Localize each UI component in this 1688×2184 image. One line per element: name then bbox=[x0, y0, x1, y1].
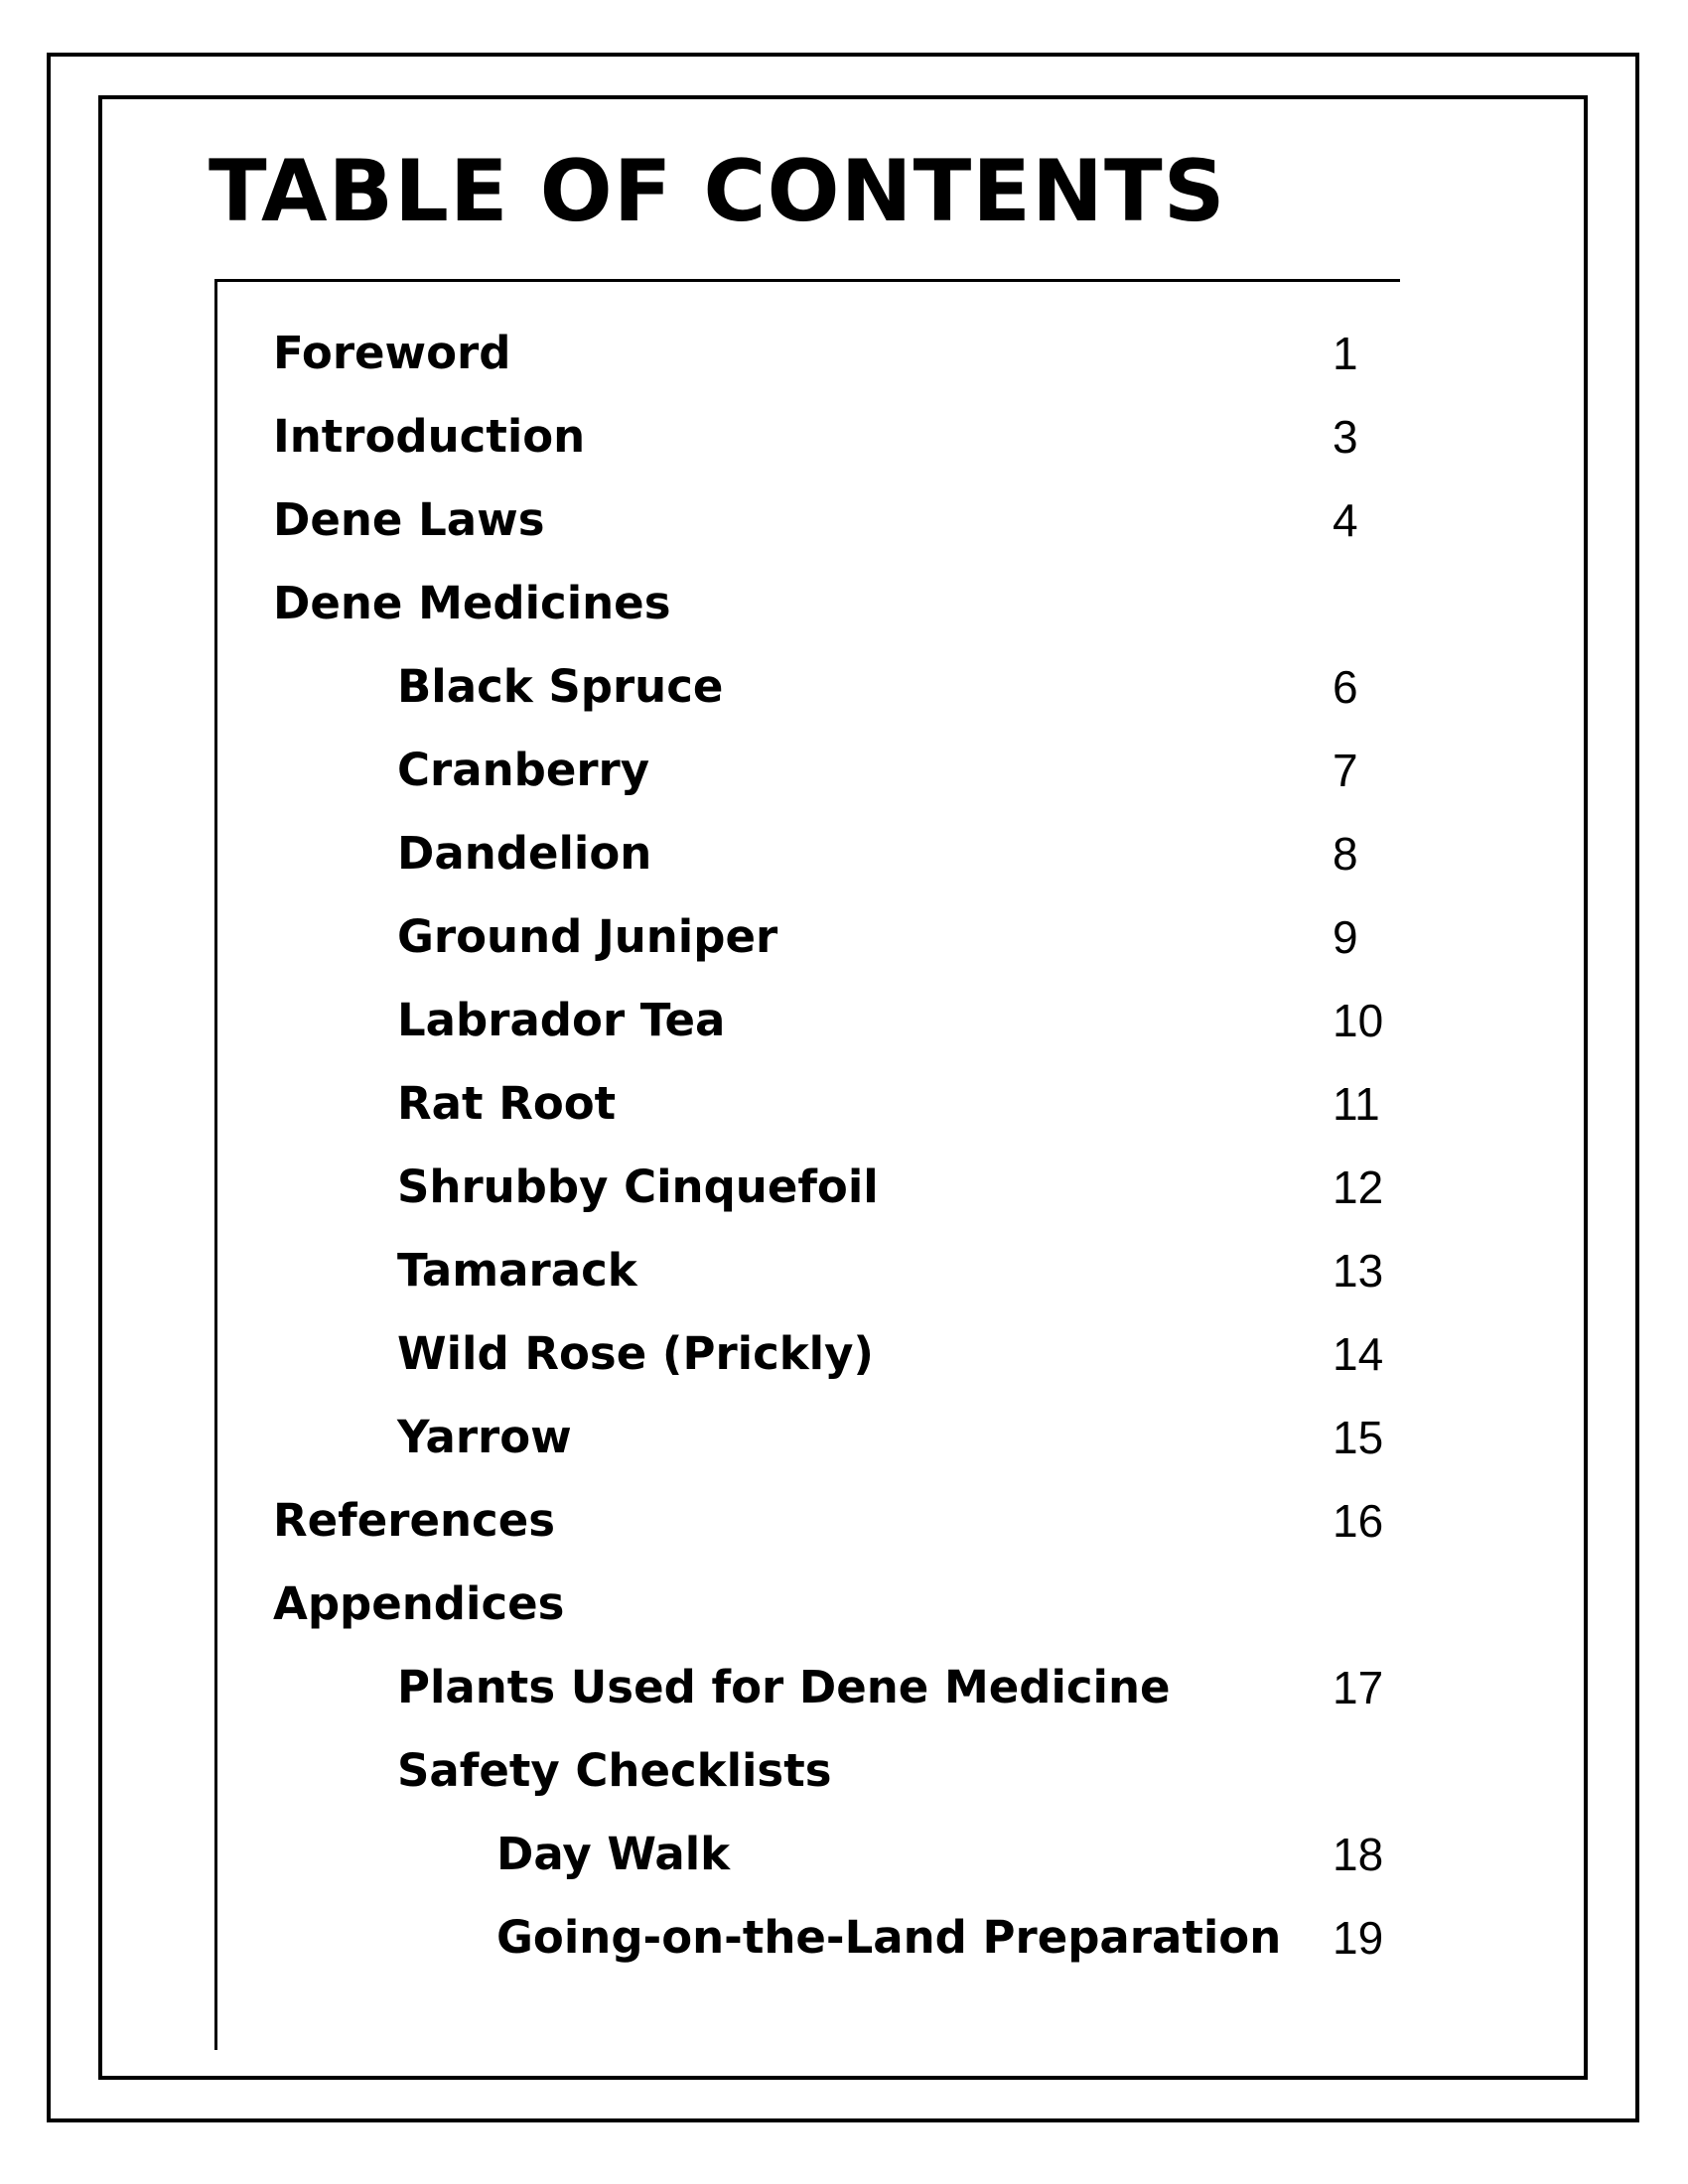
toc-entry[interactable] bbox=[0, 1658, 1688, 1717]
toc-entry-label: Dene Medicines bbox=[273, 577, 671, 629]
toc-entry-label: Shrubby Cinquefoil bbox=[397, 1160, 879, 1213]
toc-entry[interactable] bbox=[0, 1324, 1688, 1384]
toc-entry[interactable] bbox=[0, 1408, 1688, 1467]
toc-entry-label: Dandelion bbox=[397, 827, 652, 880]
toc-entry[interactable] bbox=[0, 1825, 1688, 1884]
toc-entry-label: Appendices bbox=[273, 1577, 565, 1630]
toc-entry-page-number: 6 bbox=[1333, 661, 1358, 713]
toc-entry-page-number: 8 bbox=[1333, 828, 1358, 880]
toc-entry-label: Black Spruce bbox=[397, 660, 724, 713]
toc-entry-label: Going-on-the-Land Preparation bbox=[496, 1911, 1282, 1964]
toc-entry[interactable] bbox=[0, 1158, 1688, 1217]
toc-entry-page-number: 9 bbox=[1333, 911, 1358, 963]
toc-entry-page-number: 12 bbox=[1333, 1161, 1384, 1213]
toc-entry-label: Foreword bbox=[273, 327, 511, 379]
toc-entry-label: Ground Juniper bbox=[397, 910, 778, 963]
toc-entry-label: Labrador Tea bbox=[397, 994, 726, 1046]
toc-entry-label: Tamarack bbox=[397, 1244, 637, 1297]
toc-entry[interactable] bbox=[0, 324, 1688, 383]
toc-entry[interactable] bbox=[0, 1241, 1688, 1300]
toc-entry-page-number: 10 bbox=[1333, 995, 1384, 1046]
toc-entry[interactable] bbox=[0, 407, 1688, 467]
toc-entry-page-number: 4 bbox=[1333, 494, 1358, 546]
toc-entry[interactable] bbox=[0, 824, 1688, 884]
page-title: TABLE OF CONTENTS bbox=[209, 142, 1226, 241]
toc-entry-label: Yarrow bbox=[397, 1411, 572, 1463]
toc-entry-label: Dene Laws bbox=[273, 493, 545, 546]
toc-entry-page-number: 11 bbox=[1333, 1078, 1380, 1130]
toc-entry-page-number: 16 bbox=[1333, 1495, 1384, 1547]
toc-entry-label: Rat Root bbox=[397, 1077, 617, 1130]
toc-entry-page-number: 1 bbox=[1333, 328, 1358, 379]
toc-entry[interactable] bbox=[0, 991, 1688, 1050]
toc-entry[interactable] bbox=[0, 657, 1688, 717]
toc-entry-page-number: 3 bbox=[1333, 411, 1358, 463]
toc-entry-label: References bbox=[273, 1494, 555, 1547]
toc-entry-label: Introduction bbox=[273, 410, 586, 463]
toc-entry-page-number: 17 bbox=[1333, 1662, 1384, 1713]
toc-entry-page-number: 13 bbox=[1333, 1245, 1384, 1297]
toc-entry-page-number: 19 bbox=[1333, 1912, 1384, 1964]
toc-entry[interactable] bbox=[0, 1491, 1688, 1551]
toc-entry[interactable] bbox=[0, 1908, 1688, 1968]
toc-entry-label: Wild Rose (Prickly) bbox=[397, 1327, 874, 1380]
toc-entry-page-number: 15 bbox=[1333, 1412, 1384, 1463]
toc-entry[interactable] bbox=[0, 741, 1688, 800]
toc-entry[interactable] bbox=[0, 1574, 1688, 1634]
toc-entry-label: Plants Used for Dene Medicine bbox=[397, 1661, 1171, 1713]
toc-entry[interactable] bbox=[0, 574, 1688, 633]
toc-entry[interactable] bbox=[0, 907, 1688, 967]
toc-entry-label: Safety Checklists bbox=[397, 1744, 832, 1797]
toc-entry-label: Day Walk bbox=[496, 1828, 731, 1880]
toc-entry-page-number: 14 bbox=[1333, 1328, 1384, 1380]
toc-entry-page-number: 7 bbox=[1333, 745, 1358, 796]
toc-entry-label: Cranberry bbox=[397, 744, 650, 796]
toc-entry[interactable] bbox=[0, 1074, 1688, 1134]
toc-entry-page-number: 18 bbox=[1333, 1829, 1384, 1880]
toc-entry[interactable] bbox=[0, 490, 1688, 550]
toc-entry[interactable] bbox=[0, 1741, 1688, 1801]
